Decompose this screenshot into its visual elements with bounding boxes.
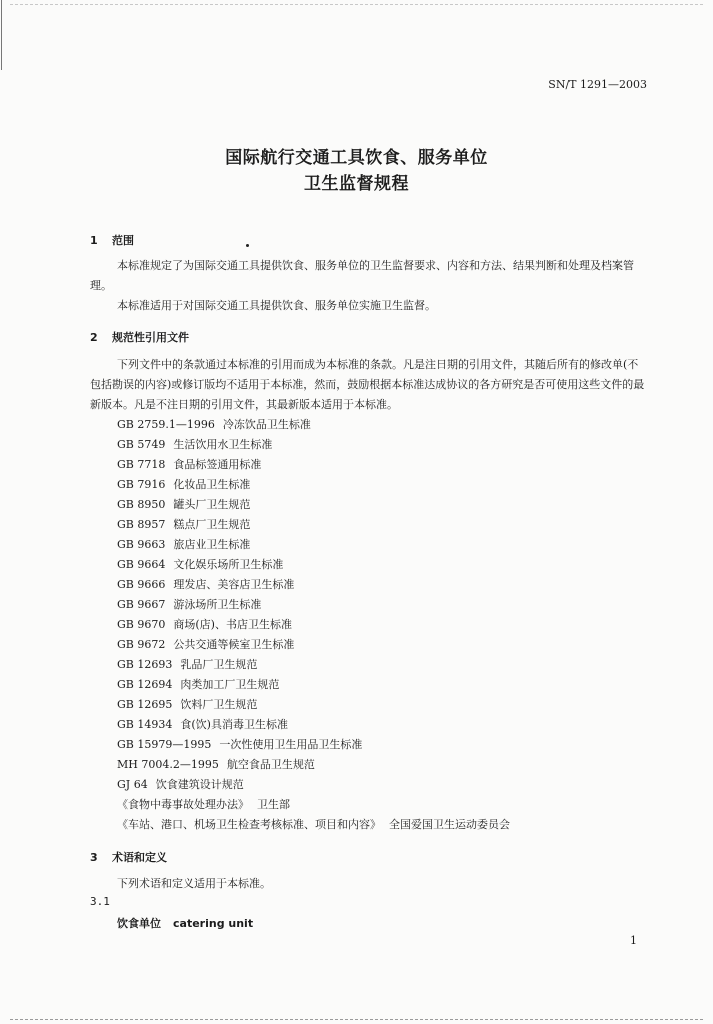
reference-name: 食(饮)具消毒卫生标准 bbox=[180, 718, 288, 731]
reference-item bbox=[117, 515, 510, 535]
reference-code: GB 8957 bbox=[117, 518, 166, 531]
reference-item bbox=[117, 635, 510, 655]
reference-code: GB 9667 bbox=[117, 598, 166, 611]
reference-name: 旅店业卫生标准 bbox=[173, 538, 251, 551]
standard-code: SN/T 1291—2003 bbox=[548, 78, 647, 91]
reference-name: 饮食建筑设计规范 bbox=[155, 778, 244, 791]
reference-item bbox=[117, 435, 510, 455]
reference-item bbox=[117, 755, 510, 775]
reference-code: GB 9666 bbox=[117, 578, 166, 591]
reference-code: GB 12695 bbox=[117, 698, 173, 711]
reference-name: 冷冻饮品卫生标准 bbox=[222, 418, 311, 431]
margin-mark bbox=[1, 0, 2, 70]
reference-code: MH 7004.2—1995 bbox=[117, 758, 219, 771]
reference-item bbox=[117, 495, 510, 515]
bottom-border-line bbox=[10, 1019, 703, 1020]
reference-code: GJ 64 bbox=[117, 778, 148, 791]
section-title: 规范性引用文件 bbox=[112, 331, 189, 344]
reference-name: 糕点厂卫生规范 bbox=[173, 518, 251, 531]
section-title: 范围 bbox=[112, 234, 134, 247]
reference-code: GB 7718 bbox=[117, 458, 166, 471]
term-chinese: 饮食单位 bbox=[117, 917, 161, 930]
reference-name: 文化娱乐场所卫生标准 bbox=[173, 558, 284, 571]
reference-name: 游泳场所卫生标准 bbox=[173, 598, 262, 611]
reference-code: GB 2759.1—1996 bbox=[117, 418, 215, 431]
section-title: 术语和定义 bbox=[112, 851, 167, 864]
section-2-paragraph: 下列文件中的条款通过本标准的引用而成为本标准的条款。凡是注日期的引用文件，其随后所有的修改单(不包括勘误的内容)或修订版均不适用于本标准，然而，鼓励根据本标准达成协议的各方研究是否可使用这些文件的最新版本。凡是不注日期的引用文件，其最新版本适用于本标准。 bbox=[90, 358, 645, 411]
reference-name: 全国爱国卫生运动委员会 bbox=[389, 818, 510, 831]
reference-code: GB 5749 bbox=[117, 438, 166, 451]
reference-code: GB 14934 bbox=[117, 718, 173, 731]
reference-item bbox=[117, 695, 510, 715]
reference-item bbox=[117, 775, 510, 795]
reference-code: GB 9663 bbox=[117, 538, 166, 551]
reference-item bbox=[117, 795, 510, 815]
scan-dot bbox=[246, 244, 249, 247]
reference-code: GB 12693 bbox=[117, 658, 173, 671]
section-number: 3 bbox=[90, 851, 98, 864]
reference-item bbox=[117, 455, 510, 475]
reference-name: 饮料厂卫生规范 bbox=[180, 698, 258, 711]
section-1-heading bbox=[90, 232, 134, 248]
section-3-paragraph: 下列术语和定义适用于本标准。 bbox=[117, 877, 271, 890]
reference-name: 卫生部 bbox=[257, 798, 290, 811]
reference-code: GB 15979—1995 bbox=[117, 738, 212, 751]
term-english: catering unit bbox=[173, 917, 254, 930]
section-number: 2 bbox=[90, 331, 98, 344]
reference-code: GB 9670 bbox=[117, 618, 166, 631]
reference-name: 肉类加工厂卫生规范 bbox=[180, 678, 280, 691]
page-number: 1 bbox=[630, 934, 637, 947]
reference-code: 《车站、港口、机场卫生检查考核标准、项目和内容》 bbox=[117, 818, 381, 831]
document-title-line1: 国际航行交通工具饮食、服务单位 bbox=[225, 148, 488, 168]
reference-item bbox=[117, 595, 510, 615]
reference-code: GB 8950 bbox=[117, 498, 166, 511]
reference-code: GB 12694 bbox=[117, 678, 173, 691]
reference-name: 理发店、美容店卫生标准 bbox=[173, 578, 295, 591]
reference-name: 一次性使用卫生用品卫生标准 bbox=[219, 738, 363, 751]
reference-item bbox=[117, 815, 510, 835]
reference-list bbox=[117, 415, 510, 835]
reference-code: GB 7916 bbox=[117, 478, 166, 491]
term-entry bbox=[117, 915, 253, 931]
document-title-line2: 卫生监督规程 bbox=[304, 174, 409, 194]
reference-item bbox=[117, 735, 510, 755]
reference-code: 《食物中毒事故处理办法》 bbox=[117, 798, 249, 811]
top-border-line bbox=[10, 4, 703, 5]
section-number: 1 bbox=[90, 234, 98, 247]
reference-item bbox=[117, 615, 510, 635]
clause-number: 3.1 bbox=[90, 895, 110, 908]
reference-name: 航空食品卫生规范 bbox=[226, 758, 315, 771]
reference-item bbox=[117, 715, 510, 735]
reference-name: 商场(店)、书店卫生标准 bbox=[173, 618, 292, 631]
reference-name: 公共交通等候室卫生标准 bbox=[173, 638, 295, 651]
section-3-heading bbox=[90, 849, 167, 865]
reference-item bbox=[117, 475, 510, 495]
reference-name: 罐头厂卫生规范 bbox=[173, 498, 251, 511]
reference-name: 生活饮用水卫生标准 bbox=[173, 438, 273, 451]
reference-item bbox=[117, 675, 510, 695]
section-1-paragraph-2: 本标准适用于对国际交通工具提供饮食、服务单位实施卫生监督。 bbox=[117, 299, 436, 312]
reference-name: 食品标签通用标准 bbox=[173, 458, 262, 471]
reference-item bbox=[117, 655, 510, 675]
reference-item bbox=[117, 415, 510, 435]
reference-name: 乳品厂卫生规范 bbox=[180, 658, 258, 671]
reference-item bbox=[117, 535, 510, 555]
reference-code: GB 9672 bbox=[117, 638, 166, 651]
reference-item bbox=[117, 555, 510, 575]
section-2-heading bbox=[90, 329, 189, 345]
section-1-paragraph-1: 本标准规定了为国际交通工具提供饮食、服务单位的卫生监督要求、内容和方法、结果判断和处理及档案管理。 bbox=[90, 259, 634, 292]
reference-name: 化妆品卫生标准 bbox=[173, 478, 251, 491]
reference-item bbox=[117, 575, 510, 595]
reference-code: GB 9664 bbox=[117, 558, 166, 571]
